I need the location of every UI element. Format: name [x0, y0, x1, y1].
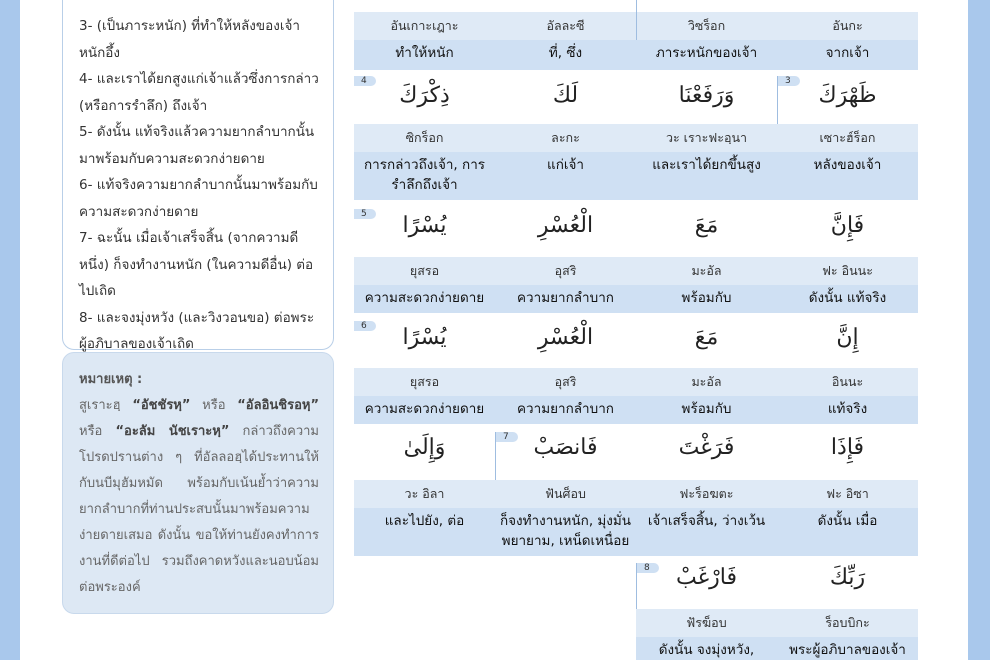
meaning-cell: ความยากลำบาก [495, 285, 636, 313]
verse-number-badge: 3 [778, 76, 800, 86]
note-title: หมายเหตุ : [79, 372, 143, 387]
meaning-cell: ทำให้หนัก [354, 40, 495, 70]
meaning-cell: และเราได้ยกขึ้นสูง [636, 152, 777, 200]
arabic-word: ذِكْرَكَ [399, 83, 450, 108]
meaning-cell: พระผู้อภิบาลของเจ้า [777, 637, 918, 660]
arabic-word: مَعَ [694, 325, 719, 350]
page [20, 0, 968, 660]
verse-divider [636, 0, 637, 40]
transliteration-cell: วะ อิลา [354, 480, 495, 508]
arabic-word: يُسْرًا [402, 325, 447, 350]
transliteration-cell: ฟะ อิซา [777, 480, 918, 508]
translation-panel [62, 0, 334, 350]
meaning-cell: จากเจ้า [777, 40, 918, 70]
meaning-cell: ความสะดวกง่ายดาย [354, 285, 495, 313]
arabic-word: فَانصَبْ [533, 435, 598, 460]
verse-number-badge: 4 [354, 76, 376, 86]
arabic-word: فَارْغَبْ [676, 565, 737, 590]
meaning-cell: หลังของเจ้า [777, 152, 918, 200]
transliteration-cell: ฟะ อินนะ [777, 257, 918, 285]
meaning-cell: ดังนั้น เมื่อ [777, 508, 918, 556]
transliteration-cell: ละกะ [495, 124, 636, 152]
meaning-cell: แก่เจ้า [495, 152, 636, 200]
translation-verse-8: 8- และจงมุ่งหวัง (และวิงวอนขอ) ต่อพระผู้อภิบาลของเจ้าเถิด [79, 309, 315, 352]
arabic-word: وَإِلَىٰ [403, 435, 446, 460]
transliteration-cell: ยุสรอ [354, 368, 495, 396]
arabic-word: فَرَغْتَ [678, 435, 735, 460]
verse-number-badge: 7 [496, 432, 518, 442]
note-text-part: หรือ [190, 398, 238, 413]
meaning-cell: แท้จริง [777, 396, 918, 424]
arabic-word: ظَهْرَكَ [818, 83, 877, 108]
verse-number-badge: 5 [354, 209, 376, 219]
transliteration-cell: ฟะร็อฆตะ [636, 480, 777, 508]
transliteration-cell: ยุสรอ [354, 257, 495, 285]
translation-verse-5: 5- ดังนั้น แท้จริงแล้วความยากลำบากนั้นมาพร้อมกับความสะดวกง่ายดาย [79, 124, 315, 167]
verse-number-badge: 8 [637, 563, 659, 573]
note-text-part: สูเราะฮฺ [79, 398, 133, 413]
transliteration-cell: มะอัล [636, 257, 777, 285]
meaning-cell: ก็จงทำงานหนัก, มุ่งมั่น พยายาม, เหน็ดเหนื่อย [495, 508, 636, 556]
arabic-word: وَرَفَعْنَا [678, 83, 735, 108]
transliteration-cell: ซิกร็อก [354, 124, 495, 152]
transliteration-cell: อัลละซี [495, 12, 636, 40]
arabic-word: فَإِذَا [830, 435, 865, 460]
transliteration-cell: อินนะ [777, 368, 918, 396]
note-text [79, 393, 319, 601]
transliteration-cell: ฟัรฆ็อบ [636, 609, 777, 637]
meaning-cell: ดังนั้น แท้จริง [777, 285, 918, 313]
meaning-cell: และไปยัง, ต่อ [354, 508, 495, 556]
translation-verse-7: 7- ฉะนั้น เมื่อเจ้าเสร็จสิ้น (จากความดีหนึ่ง) ก็จงทำงานหนัก (ในความดีอื่น) ต่อไปเถิด [79, 230, 314, 299]
note-surah-name: “อัชชัรหฺ” [132, 398, 191, 413]
note-surah-name: “อะลัม นัชเราะหฺ” [115, 424, 230, 439]
transliteration-cell: อุสริ [495, 257, 636, 285]
note-text-part: หรือ [79, 424, 116, 439]
meaning-cell: ภาระหนักของเจ้า [636, 40, 777, 70]
translation-verse-3: 3- (เป็นภาระหนัก) ที่ทำให้หลังของเจ้าหนักอึ้ง [79, 18, 300, 61]
meaning-cell: พร้อมกับ [636, 396, 777, 424]
meaning-cell: ดังนั้น จงมุ่งหวัง, [636, 637, 777, 660]
transliteration-cell: อุสริ [495, 368, 636, 396]
transliteration-cell: ฟันศ็อบ [495, 480, 636, 508]
arabic-word: رَبِّكَ [829, 565, 866, 590]
arabic-word: فَإِنَّ [830, 213, 865, 238]
translation-verse-6: 6- แท้จริงความยากลำบากนั้นมาพร้อมกับความสะดวกง่ายดาย [79, 177, 318, 220]
note-surah-name: “อัลอินชิรอหฺ” [237, 398, 320, 413]
arabic-word: لَكَ [552, 83, 579, 108]
meaning-cell: ความยากลำบาก [495, 396, 636, 424]
transliteration-cell: เซาะฮ์ร็อก [777, 124, 918, 152]
arabic-word: الْعُسْرِ [537, 213, 594, 238]
transliteration-cell: อันกะ [777, 12, 918, 40]
verse-divider [495, 432, 496, 480]
verse-divider [636, 563, 637, 609]
meaning-cell: ที่, ซึ่ง [495, 40, 636, 70]
verse-number-badge: 6 [354, 321, 376, 331]
verse-divider [777, 76, 778, 124]
note-text-part: กล่าวถึงความโปรดปรานต่าง ๆ ที่อัลลอฮฺได้ประทานให้กับนบีมุฮัมหมัด พร้อมกับเน้นย้ำว่าความยากลำบากที่ท่านประสบนั้นมาพร้อมความง่ายดายเสมอ ดังนั้น ขอให้ท่านยังคงทำการงานที่ดีต่อไป รวมถึงคาดหวังและนอบน้อมต่อพระองค์ [79, 424, 319, 595]
transliteration-cell: วะ เราะฟะอฺนา [636, 124, 777, 152]
meaning-cell: การกล่าวถึงเจ้า, การรำลึกถึงเจ้า [354, 152, 495, 200]
arabic-word: الْعُسْرِ [537, 325, 594, 350]
transliteration-cell: วิซร็อก [636, 12, 777, 40]
transliteration-cell: ร็อบบิกะ [777, 609, 918, 637]
arabic-word: إِنَّ [836, 325, 859, 350]
transliteration-cell: มะอัล [636, 368, 777, 396]
meaning-cell: พร้อมกับ [636, 285, 777, 313]
note-panel [62, 352, 334, 614]
translation-verse-4: 4- และเราได้ยกสูงแก่เจ้าแล้วซึ่งการกล่าว (หรือการรำลึก) ถึงเจ้า [79, 71, 319, 114]
arabic-word: مَعَ [694, 213, 719, 238]
transliteration-cell: อันเกาะเฎาะ [354, 12, 495, 40]
meaning-cell: เจ้าเสร็จสิ้น, ว่างเว้น [636, 508, 777, 556]
arabic-word: يُسْرًا [402, 213, 447, 238]
meaning-cell: ความสะดวกง่ายดาย [354, 396, 495, 424]
